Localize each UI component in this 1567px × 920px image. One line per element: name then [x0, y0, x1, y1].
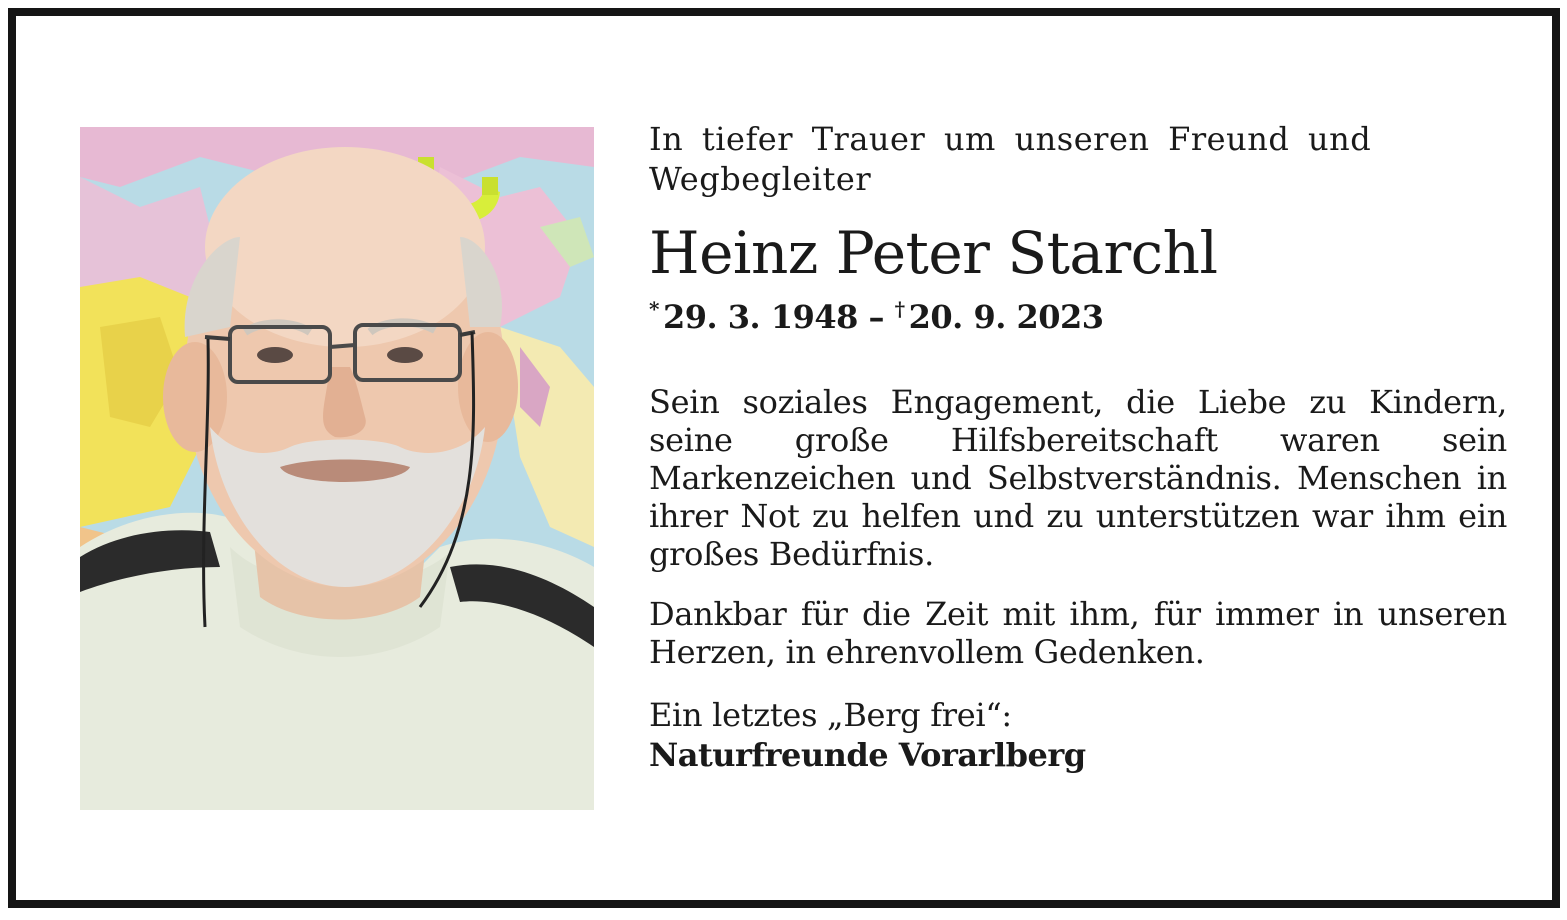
- date-separator: –: [868, 298, 885, 336]
- birth-mark: *: [649, 297, 659, 321]
- birth-date: 29. 3. 1948: [662, 298, 858, 336]
- notice-text: [649, 119, 1507, 775]
- death-date: 20. 9. 2023: [908, 298, 1104, 336]
- life-dates: [649, 291, 1507, 335]
- portrait-photo: [80, 127, 594, 810]
- deceased-name: Heinz Peter Starchl: [649, 219, 1218, 287]
- gratitude-paragraph: Dankbar für die Zeit mit ihm, für immer in unseren Herzen, in ehrenvollem Gedenken.: [649, 595, 1507, 671]
- death-mark: †: [894, 297, 905, 321]
- closing-line: Ein letztes „Berg frei“:: [649, 696, 1012, 734]
- obituary-frame: [8, 8, 1560, 908]
- portrait-illustration: [80, 127, 594, 810]
- intro-line: In tiefer Trauer um unseren Freund und Wegbegleiter: [649, 120, 1372, 198]
- tribute-paragraph: Sein soziales Engagement, die Liebe zu Kindern, seine große Hilfsbereitschaft waren sein Markenzeichen und Selbstverständnis. Menschen in ihrer Not zu helfen und zu unterstützen war ihm ein großes Bedürfnis.: [649, 383, 1507, 573]
- signature: Naturfreunde Vorarlberg: [649, 736, 1086, 774]
